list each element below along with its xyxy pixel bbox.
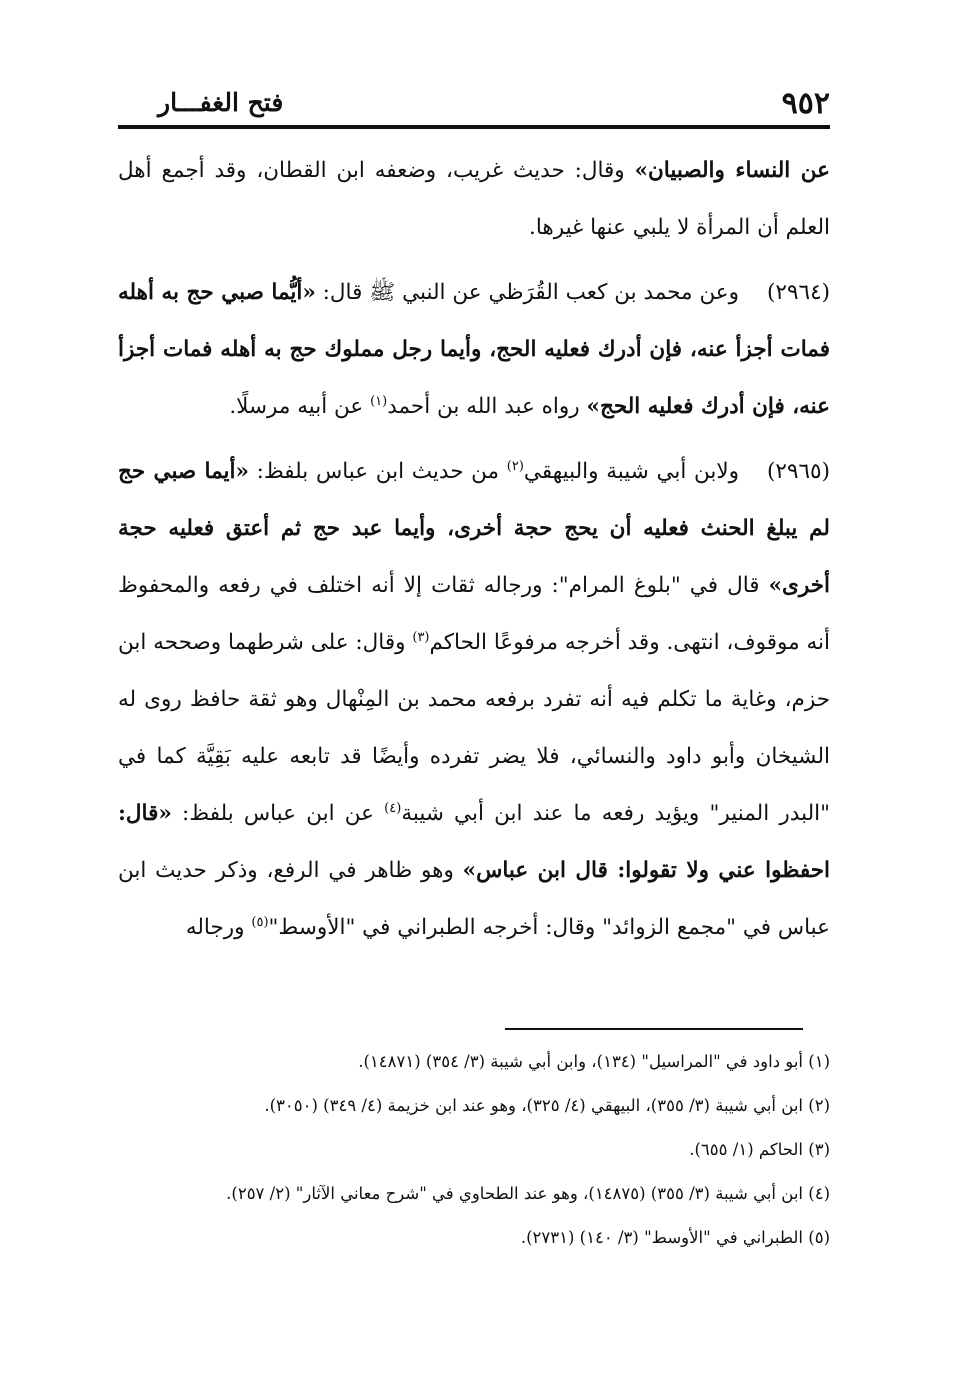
footnote-item: (٤) ابن أبي شيبة (٣/ ٣٥٥) (١٤٨٧٥)، وهو عند الطحاوي في "شرح معاني الآثار" (٢/ ٢٥٧).	[226, 1184, 830, 1203]
footnote-ref[interactable]: (١)	[370, 393, 388, 409]
paragraph-text: وقال: حديث غريب، وضعفه ابن القطان، وقد أجمع أهل العلم أن المرأة لا يلبي عنها غيرها.	[118, 158, 830, 240]
footnote-item: (٣) الحاكم (١/ ٦٥٥).	[689, 1140, 830, 1159]
paragraph-text: وقال: على شرطهما وصححه ابن حزم، وغاية ما تكلم فيه أنه تفرد برفعه محمد بن المِنْهال وهو ثقة حافظ روى له الشيخان وأبو داود والنسائي، فلا يضر تفرده وأيضًا قد تابعه عليه بَقِيَّة كما في "البدر المنير" ويؤيد رفعه ما عند ابن أبي شيبة	[118, 630, 830, 826]
page-header	[118, 82, 830, 126]
footnote-item: (٢) ابن أبي شيبة (٣/ ٣٥٥)، البيهقي (٤/ ٣٢٥)، وهو عند ابن خزيمة (٤/ ٣٤٩) (٣٠٥٠).	[264, 1096, 830, 1115]
header-rule	[118, 125, 830, 129]
paragraph-text: عن ابن عباس بلفظ:	[171, 801, 385, 826]
paragraph-text: قال في "بلوغ المرام": ورجاله ثقات إلا أنه اختلف في رفعه والمحفوظ أنه موقوف، انتهى. وقد أخرجه مرفوعًا الحاكم	[118, 573, 830, 655]
paragraph-text: ورجاله	[185, 915, 252, 940]
book-title: فتح الغفـــار	[158, 88, 284, 117]
footnote-separator	[505, 1028, 803, 1030]
footnote-item: (٥) الطبراني في "الأوسط" (٣/ ١٤٠) (٢٧٣١).	[520, 1228, 830, 1247]
footnotes	[118, 1040, 830, 1260]
paragraph-text: وهو ظاهر في الرفع، وذكر حديث ابن عباس في "مجمع الزوائد" وقال: أخرجه الطبراني في "الأوسط"	[118, 858, 830, 940]
footnote-ref[interactable]: (٤)	[384, 800, 402, 816]
paragraph-2965	[118, 443, 830, 956]
paragraph-2964	[118, 264, 830, 435]
hadith-number: (٢٩٦٥)	[767, 459, 830, 484]
bold-quote: عن النساء والصبيان»	[634, 158, 830, 183]
hadith-number: (٢٩٦٤)	[767, 280, 831, 305]
bold-quote: «أيما صبي حج لم يبلغ الحنث فعليه أن يحج حجة أخرى، وأيما عبد حج ثم أعتق فعليه حجة أخرى»	[118, 459, 830, 598]
paragraph-text: ولابن أبي شيبة والبيهقي	[523, 459, 740, 484]
paragraph-text: رواه عبد الله بن أحمد	[387, 394, 587, 419]
paragraph-text: وعن محمد بن كعب القُرَظي عن النبي ﷺ قال:	[315, 280, 740, 305]
main-text	[118, 142, 830, 964]
paragraph-text: من حديث ابن عباس بلفظ:	[248, 459, 507, 484]
paragraph-text: عن أبيه مرسلًا.	[229, 394, 371, 419]
paragraph-1	[118, 142, 830, 256]
footnote-ref[interactable]: (٣)	[412, 629, 430, 645]
page-number: ٩٥٢	[781, 86, 830, 121]
footnote-ref[interactable]: (٢)	[506, 458, 524, 474]
footnote-item: (١) أبو داود في "المراسيل" (١٣٤)، وابن أبي شيبة (٣/ ٣٥٤) (١٤٨٧١).	[358, 1052, 830, 1071]
bold-quote: «قال: احفظوا عني ولا تقولوا: قال ابن عباس»	[118, 801, 830, 883]
bold-quote: «أيُّما صبي حج به أهله فمات أجزأ عنه، فإن أدرك فعليه الحج، وأيما رجل مملوك حج به أهله فمات أجزأ عنه، فإن أدرك فعليه الحج»	[118, 280, 830, 419]
footnote-ref[interactable]: (٥)	[251, 914, 269, 930]
